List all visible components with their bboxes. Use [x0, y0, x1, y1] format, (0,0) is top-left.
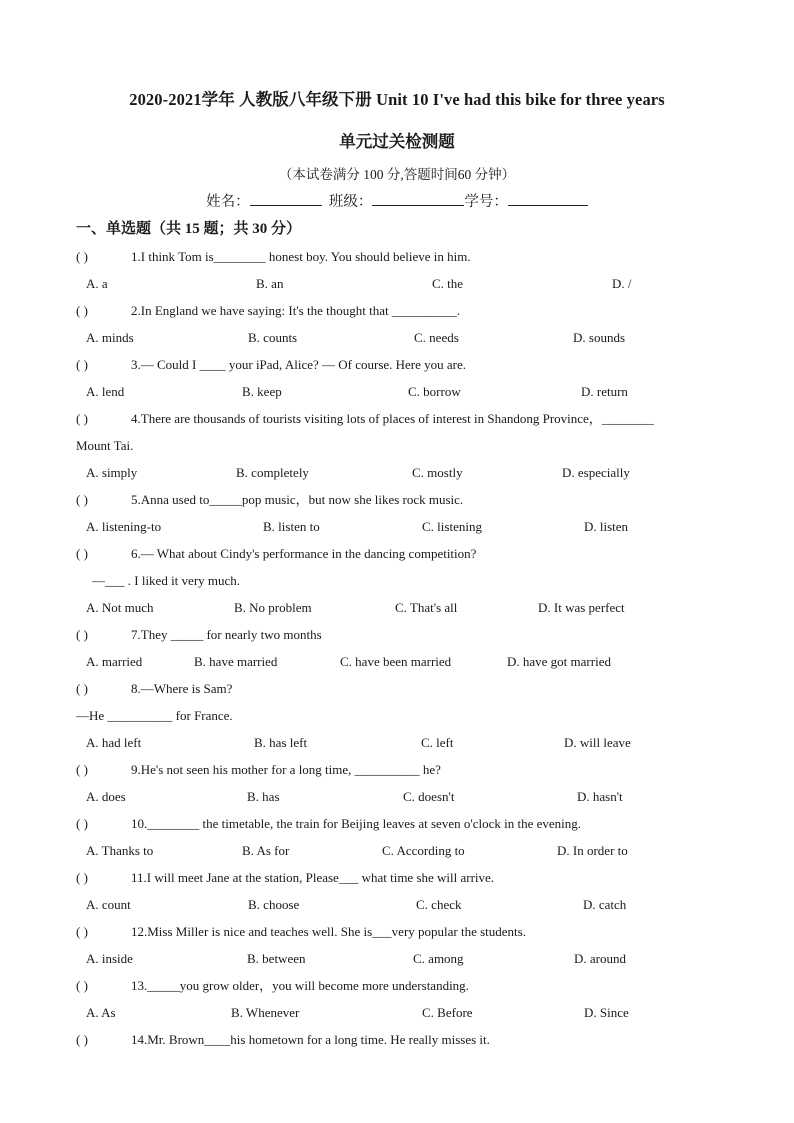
option-c[interactable]: C. Before [422, 1005, 473, 1020]
number-blank[interactable] [508, 191, 588, 206]
question-stem [76, 675, 716, 702]
option-d[interactable]: D. In order to [557, 843, 628, 858]
question-item [76, 540, 716, 621]
question-item [76, 756, 716, 810]
question-stem [76, 864, 716, 891]
question-item [76, 675, 716, 756]
option-a[interactable]: A. listening-to [86, 519, 162, 534]
option-d[interactable]: D. have got married [507, 654, 611, 669]
question-stem [76, 540, 716, 567]
option-b[interactable]: B. has left [254, 735, 308, 750]
question-stem [76, 756, 716, 783]
answer-paren[interactable]: ( ) [76, 978, 88, 993]
answer-paren[interactable]: ( ) [76, 681, 88, 696]
option-a[interactable]: A. minds [86, 330, 134, 345]
option-d[interactable]: D. especially [562, 465, 630, 480]
question-text: 6.— What about Cindy's performance in the dancing competition? [131, 546, 477, 561]
option-row [76, 270, 716, 297]
answer-paren[interactable]: ( ) [76, 1032, 88, 1047]
option-a[interactable]: A. Not much [86, 600, 154, 615]
name-blank[interactable] [250, 191, 322, 206]
option-c[interactable]: C. listening [422, 519, 482, 534]
option-b[interactable]: B. counts [248, 330, 298, 345]
question-text: 3.— Could I ____ your iPad, Alice? — Of course. Here you are. [131, 357, 467, 372]
answer-paren[interactable]: ( ) [76, 357, 88, 372]
option-a[interactable]: A. had left [86, 735, 142, 750]
question-stem [76, 621, 716, 648]
option-c[interactable]: C. among [413, 951, 464, 966]
question-list [76, 243, 716, 1053]
question-text: 4.There are thousands of tourists visiting lots of places of interest in Shandong Province，________ [131, 411, 654, 426]
title-line-1: 2020-2021学年 人教版八年级下册 Unit 10 I've had this bike for three years [129, 90, 665, 109]
question-item [76, 810, 716, 864]
question-item [76, 297, 716, 351]
question-continuation [76, 702, 716, 729]
question-stem [76, 918, 716, 945]
option-d[interactable]: D. hasn't [577, 789, 623, 804]
option-a[interactable]: A. a [86, 276, 108, 291]
option-row [76, 513, 716, 540]
question-item [76, 486, 716, 540]
option-d[interactable]: D. sounds [573, 330, 626, 345]
answer-paren[interactable]: ( ) [76, 546, 88, 561]
question-stem [76, 972, 716, 999]
title-line-2: 单元过关检测题 [339, 132, 455, 151]
option-c[interactable]: C. According to [382, 843, 465, 858]
question-text: 14.Mr. Brown____his hometown for a long time. He really misses it. [131, 1032, 490, 1047]
answer-paren[interactable]: ( ) [76, 303, 88, 318]
option-d[interactable]: D. around [574, 951, 626, 966]
option-d[interactable]: D. listen [584, 519, 629, 534]
number-label: 学号： [464, 194, 508, 210]
option-b[interactable]: B. has [247, 789, 280, 804]
question-text: —He __________ for France. [76, 708, 233, 723]
option-a[interactable]: A. count [86, 897, 131, 912]
answer-paren[interactable]: ( ) [76, 492, 88, 507]
student-info-row [0, 190, 794, 211]
question-text: 7.They _____ for nearly two months [131, 627, 322, 642]
question-text: 2.In England we have saying: It's the thought that __________. [131, 303, 461, 318]
question-continuation [76, 432, 716, 459]
question-item [76, 351, 716, 405]
question-text: 8.—Where is Sam? [131, 681, 233, 696]
question-text: 11.I will meet Jane at the station, Please___ what time she will arrive. [131, 870, 495, 885]
option-b[interactable]: B. between [247, 951, 306, 966]
option-d[interactable]: D. return [581, 384, 628, 399]
option-c[interactable]: C. borrow [408, 384, 461, 399]
question-text: 1.I think Tom is________ honest boy. You should believe in him. [131, 249, 471, 264]
answer-paren[interactable]: ( ) [76, 870, 88, 885]
option-b[interactable]: B. listen to [263, 519, 320, 534]
question-item [76, 972, 716, 1026]
section-title: 一、单选题（共 15 题；共 30 分） [76, 221, 302, 237]
option-b[interactable]: B. choose [248, 897, 300, 912]
option-c[interactable]: C. left [421, 735, 454, 750]
option-b[interactable]: B. an [256, 276, 284, 291]
question-stem [76, 405, 716, 432]
option-row [76, 891, 716, 918]
option-b[interactable]: B. completely [236, 465, 309, 480]
answer-paren[interactable]: ( ) [76, 627, 88, 642]
option-row [76, 999, 716, 1026]
question-item [76, 405, 716, 486]
question-text: 9.He's not seen his mother for a long time, __________ he? [131, 762, 441, 777]
answer-paren[interactable]: ( ) [76, 249, 88, 264]
question-item [76, 243, 716, 297]
option-b[interactable]: B. have married [194, 654, 278, 669]
question-item [76, 621, 716, 675]
question-stem [76, 1026, 716, 1053]
answer-paren[interactable]: ( ) [76, 411, 88, 426]
question-stem [76, 243, 716, 270]
option-a[interactable]: A. Thanks to [86, 843, 154, 858]
answer-paren[interactable]: ( ) [76, 762, 88, 777]
question-item [76, 1026, 716, 1053]
option-row [76, 324, 716, 351]
option-row [76, 729, 716, 756]
option-row [76, 648, 716, 675]
question-item [76, 918, 716, 972]
option-c[interactable]: C. mostly [412, 465, 463, 480]
question-text: 5.Anna used to_____pop music，but now she likes rock music. [131, 492, 464, 507]
option-c[interactable]: C. That's all [395, 600, 458, 615]
option-row [76, 783, 716, 810]
question-text: —___ . I liked it very much. [92, 573, 241, 588]
option-a[interactable]: A. inside [86, 951, 133, 966]
option-d[interactable]: D. Since [584, 1005, 629, 1020]
option-row [76, 594, 716, 621]
question-text: 12.Miss Miller is nice and teaches well. She is___very popular the students. [131, 924, 526, 939]
option-d[interactable]: D. / [612, 276, 632, 291]
option-a[interactable]: A. lend [86, 384, 125, 399]
question-text: 13._____you grow older，you will become more understanding. [131, 978, 469, 993]
option-c[interactable]: C. check [416, 897, 462, 912]
question-item [76, 864, 716, 918]
option-a[interactable]: A. As [86, 1005, 116, 1020]
class-blank[interactable] [372, 191, 464, 206]
option-a[interactable]: A. does [86, 789, 126, 804]
option-c[interactable]: C. needs [414, 330, 459, 345]
option-b[interactable]: B. As for [242, 843, 290, 858]
answer-paren[interactable]: ( ) [76, 816, 88, 831]
question-stem [76, 351, 716, 378]
option-d[interactable]: D. will leave [564, 735, 631, 750]
name-label: 姓名： [206, 194, 250, 210]
option-row [76, 837, 716, 864]
option-a[interactable]: A. married [86, 654, 143, 669]
option-c[interactable]: C. have been married [340, 654, 452, 669]
class-label: 班级： [328, 194, 373, 210]
option-b[interactable]: B. No problem [234, 600, 312, 615]
option-c[interactable]: C. the [432, 276, 464, 291]
option-b[interactable]: B. Whenever [231, 1005, 300, 1020]
question-stem [76, 486, 716, 513]
option-b[interactable]: B. keep [242, 384, 282, 399]
option-c[interactable]: C. doesn't [403, 789, 455, 804]
exam-subtitle: （本试卷满分 100 分,答题时间60 分钟） [278, 167, 516, 182]
question-stem [76, 297, 716, 324]
answer-paren[interactable]: ( ) [76, 924, 88, 939]
option-row [76, 945, 716, 972]
option-row [76, 459, 716, 486]
question-continuation [76, 567, 716, 594]
option-row [76, 378, 716, 405]
question-text: Mount Tai. [76, 438, 134, 453]
question-stem [76, 810, 716, 837]
question-text: 10.________ the timetable, the train for Beijing leaves at seven o'clock in the evening. [131, 816, 581, 831]
option-d[interactable]: D. It was perfect [538, 600, 625, 615]
option-d[interactable]: D. catch [583, 897, 627, 912]
option-a[interactable]: A. simply [86, 465, 138, 480]
